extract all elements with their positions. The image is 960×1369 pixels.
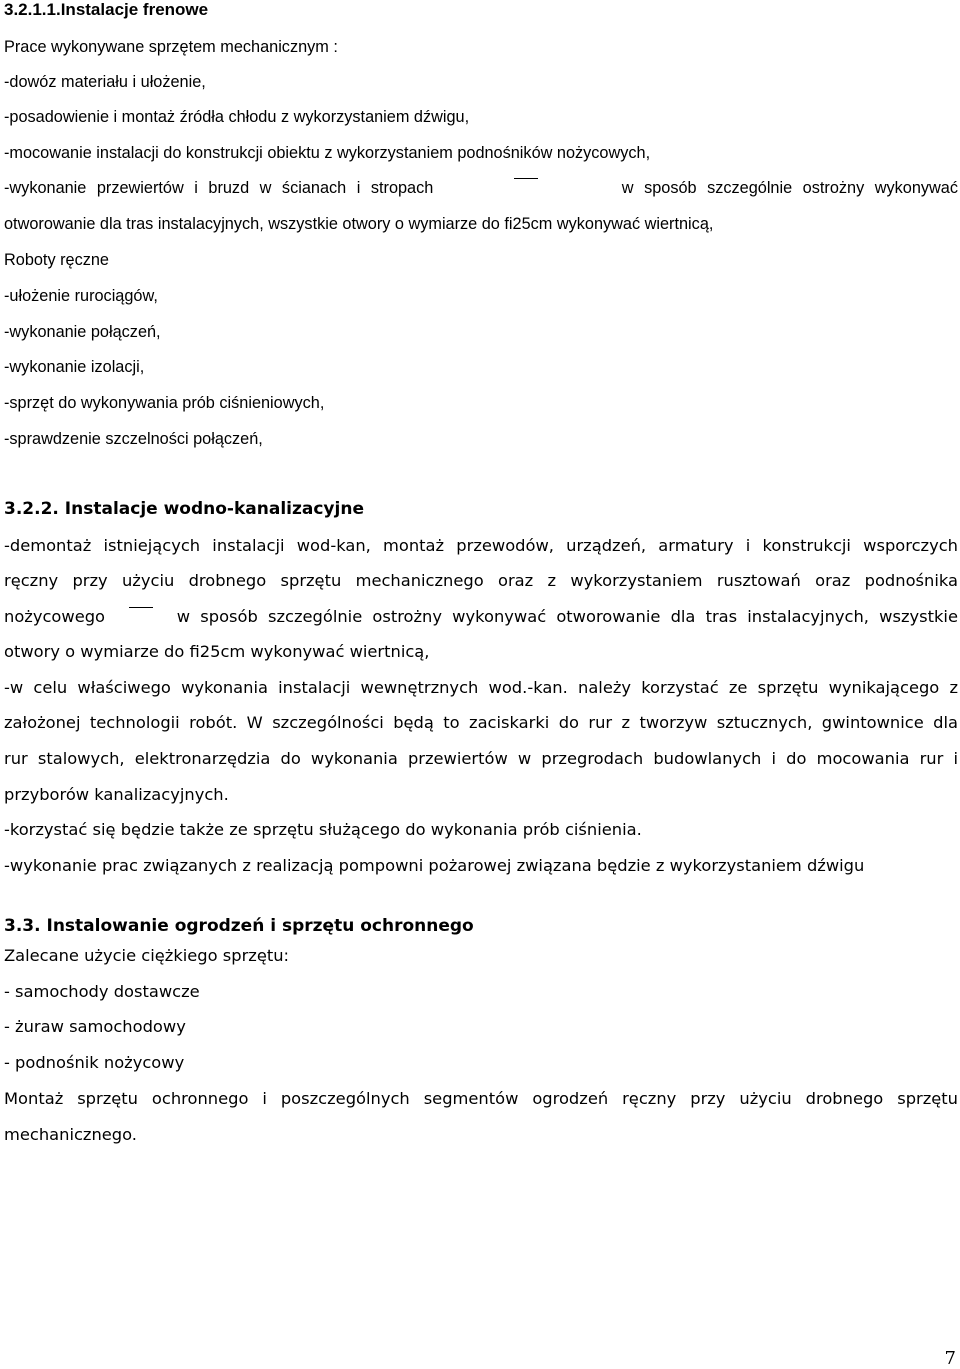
section-heading-wod-kan <box>4 499 364 519</box>
section-title: Instalowanie ogrodzeń i sprzętu ochronnego <box>46 916 474 936</box>
list-item: -mocowanie instalacji do konstrukcji obiektu z wykorzystaniem podnośników nożycowych, <box>4 144 651 162</box>
paragraph-line: -wykonanie prac związanych z realizacją pompowni pożarowej związana będzie z wykorzystaniem dźwigu <box>4 856 865 875</box>
dash-separator <box>514 178 538 198</box>
paragraph-line: ręczny przy użyciu drobnego sprzętu mechanicznego oraz z wykorzystaniem rusztowań oraz podnośnika <box>4 571 958 590</box>
paragraph-line: Prace wykonywane sprzętem mechanicznym : <box>4 38 338 56</box>
paragraph-line: otwory o wymiarze do fi25cm wykonywać wiertnicą, <box>4 642 430 661</box>
line-part: nożycowego <box>4 607 106 626</box>
list-item: -sprzęt do wykonywania prób ciśnieniowych, <box>4 394 325 412</box>
list-item: -wykonanie izolacji, <box>4 358 145 376</box>
list-item: -sprawdzenie szczelności połączeń, <box>4 430 263 448</box>
list-item <box>4 178 958 198</box>
list-item: - samochody dostawcze <box>4 982 200 1001</box>
list-item: - żuraw samochodowy <box>4 1017 186 1036</box>
dash-separator <box>129 607 153 627</box>
list-item-continuation: otworowanie dla tras instalacyjnych, wszystkie otwory o wymiarze do fi25cm wykonywać wiertnicą, <box>4 215 714 233</box>
subheading: Roboty ręczne <box>4 251 109 269</box>
section-title: Instalacje wodno-kanalizacyjne <box>64 499 364 519</box>
section-number: 3.3. <box>4 916 41 936</box>
paragraph-line: -w celu właściwego wykonania instalacji wewnętrznych wod.-kan. należy korzystać ze sprzętu wynikającego z <box>4 678 958 697</box>
line-part: w sposób szczególnie ostrożny wykonywać otworowanie dla tras instalacyjnych, wszystkie <box>176 607 958 626</box>
list-item: -posadowienie i montaż źródła chłodu z wykorzystaniem dźwigu, <box>4 108 470 126</box>
paragraph-line: rur stalowych, elektronarzędzia do wykonania przewiertów w przegrodach budowlanych i do mocowania rur i <box>4 749 958 768</box>
list-item: - podnośnik nożycowy <box>4 1053 185 1072</box>
list-item: -dowóz materiału i ułożenie, <box>4 73 206 91</box>
paragraph-line: mechanicznego. <box>4 1125 137 1144</box>
paragraph-line <box>4 607 958 627</box>
page-number: 7 <box>944 1348 956 1369</box>
section-heading-ogrodzenia <box>4 916 474 936</box>
list-item: -wykonanie połączeń, <box>4 323 161 341</box>
section-heading-instalacje-frenowe: 3.2.1.1.Instalacje frenowe <box>4 0 209 19</box>
section-number: 3.2.2. <box>4 499 59 519</box>
paragraph-line: -korzystać się będzie także ze sprzętu służącego do wykonania prób ciśnienia. <box>4 820 642 839</box>
list-item: -ułożenie rurociągów, <box>4 287 158 305</box>
paragraph-line: przyborów kanalizacyjnych. <box>4 785 229 804</box>
paragraph-line: założonej technologii robót. W szczególności będą to zaciskarki do rur z tworzyw sztucznych, gwintownice dla <box>4 713 958 732</box>
paragraph-line: -demontaż istniejących instalacji wod-kan, montaż przewodów, urządzeń, armatury i konstrukcji wsporczych <box>4 536 958 555</box>
line-part: w sposób szczególnie ostrożny wykonywać <box>621 179 958 197</box>
line-part: -wykonanie przewiertów i bruzd w ścianach i stropach <box>4 179 434 197</box>
paragraph-line: Montaż sprzętu ochronnego i poszczególnych segmentów ogrodzeń ręczny przy użyciu drobnego sprzętu <box>4 1089 958 1108</box>
paragraph-line: Zalecane użycie ciężkiego sprzętu: <box>4 946 290 965</box>
